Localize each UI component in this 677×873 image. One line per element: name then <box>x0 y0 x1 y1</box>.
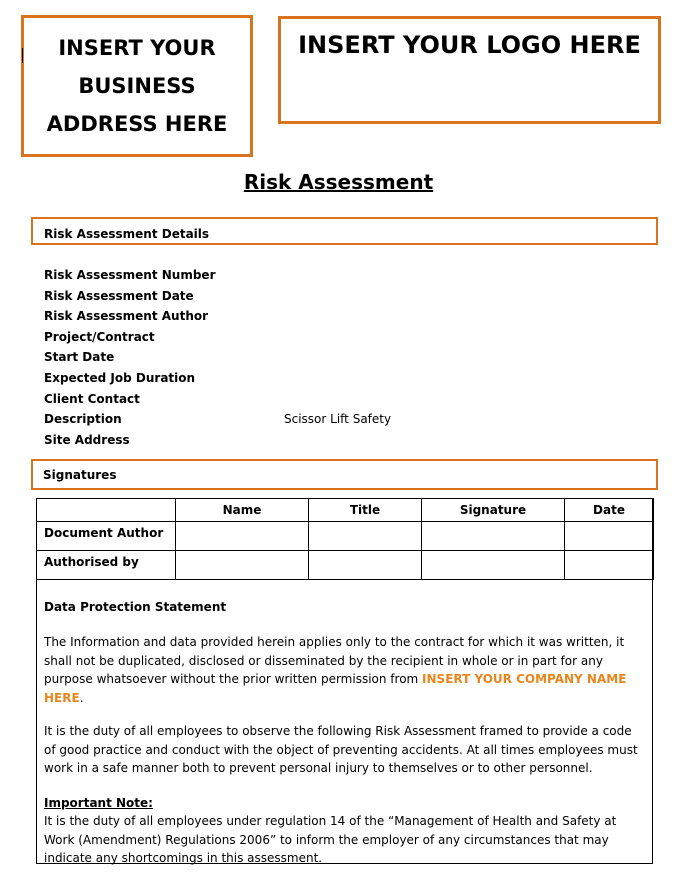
field-label: Project/Contract <box>44 330 155 344</box>
field-label: Start Date <box>44 350 115 364</box>
field-label: Description <box>44 412 122 426</box>
name-cell[interactable] <box>176 551 309 580</box>
column-header-signature: Signature <box>422 499 565 522</box>
text-cursor <box>22 48 23 63</box>
table-row <box>37 522 654 551</box>
signature-cell[interactable] <box>422 522 565 551</box>
field-label: Expected Job Duration <box>44 371 196 385</box>
business-address-placeholder <box>21 15 253 157</box>
title-cell[interactable] <box>309 551 422 580</box>
name-cell[interactable] <box>176 522 309 551</box>
important-note-heading: Important Note: <box>44 796 153 810</box>
title-cell[interactable] <box>309 522 422 551</box>
date-cell[interactable] <box>565 551 654 580</box>
business-address-text: INSERT YOUR BUSINESS ADDRESS HERE <box>46 36 228 136</box>
column-header-name: Name <box>176 499 309 522</box>
signatures-table <box>36 498 654 580</box>
row-label: Authorised by <box>37 551 176 580</box>
column-header <box>37 499 176 522</box>
company-name-placeholder: INSERT YOUR COMPANY NAME HERE <box>44 672 627 705</box>
signatures-section-heading: Signatures <box>31 459 658 490</box>
field-label: Client Contact <box>44 392 140 406</box>
field-label: Site Address <box>44 433 130 447</box>
description-value: Scissor Lift Safety <box>284 412 392 426</box>
column-header-date: Date <box>565 499 654 522</box>
details-section-heading: Risk Assessment Details <box>31 217 658 245</box>
logo-placeholder-text: INSERT YOUR LOGO HERE <box>298 31 641 59</box>
document-title: Risk Assessment <box>243 170 434 194</box>
duty-paragraph: It is the duty of all employees to observe the following Risk Assessment framed to provide a code of good practice and conduct with the object of preventing accidents. At all times employees must work in a safe manner both to prevent personal injury to themselves or to other personnel. <box>44 724 638 775</box>
field-label: Risk Assessment Date <box>44 289 194 303</box>
table-row <box>37 551 654 580</box>
data-protection-paragraph: The Information and data provided herein applies only to the contract for which it was written, it shall not be duplicated, disclosed or disseminated by the recipient in whole or in part for any purpose whatsoever without the prior written permission from INSERT YOUR COMPANY NAME HERE. <box>44 635 627 705</box>
signature-cell[interactable] <box>422 551 565 580</box>
data-protection-heading: Data Protection Statement <box>44 600 227 614</box>
column-header-title: Title <box>309 499 422 522</box>
field-label: Risk Assessment Number <box>44 268 216 282</box>
date-cell[interactable] <box>565 522 654 551</box>
important-note-text: It is the duty of all employees under regulation 14 of the “Management of Health and Safety at Work (Amendment) Regulations 2006” to inform the employer of any circumstances that may indicate any shortcomings in this assessment. <box>44 814 617 865</box>
row-label: Document Author <box>37 522 176 551</box>
logo-placeholder <box>278 16 661 124</box>
field-label: Risk Assessment Author <box>44 309 209 323</box>
